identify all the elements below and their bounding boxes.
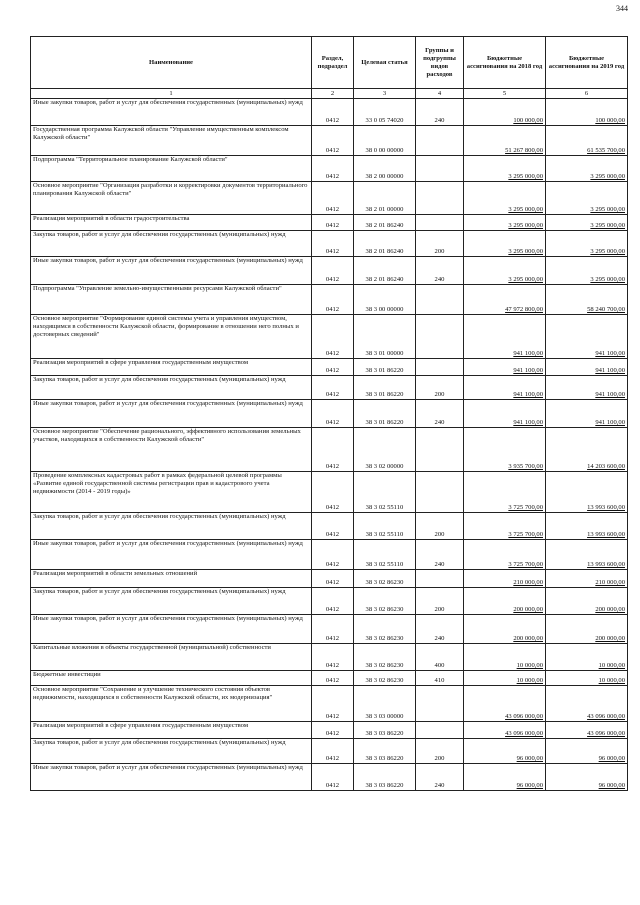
row-amount-2019: 10 000,00: [598, 662, 625, 669]
row-target: 38 2 01 86240: [354, 257, 416, 285]
row-target: 38 2 00 00000: [354, 156, 416, 182]
row-amount-2019-cell: [546, 126, 628, 156]
row-amount-2019-cell: [546, 671, 628, 686]
row-name: Иные закупки товаров, работ и услуг для обеспечения государственных (муниципальных) нужд: [31, 764, 312, 791]
row-name: Закупка товаров, работ и услуг для обеспечения государственных (муниципальных) нужд: [31, 588, 312, 615]
row-group: [416, 686, 464, 722]
row-name: Подпрограмма "Территориальное планирование Калужской области": [31, 156, 312, 182]
row-amount-2018-cell: [464, 588, 546, 615]
table-row: [31, 513, 628, 540]
row-group: [416, 570, 464, 588]
row-amount-2019: 61 535 700,00: [587, 147, 625, 154]
row-amount-2019-cell: [546, 472, 628, 513]
row-section: 0412: [312, 570, 354, 588]
column-number: 4: [416, 89, 464, 99]
row-amount-2018-cell: [464, 315, 546, 359]
row-target: 38 3 03 00000: [354, 686, 416, 722]
row-target: 38 3 02 86230: [354, 570, 416, 588]
row-group: [416, 722, 464, 739]
row-amount-2018: 96 000,00: [516, 755, 543, 762]
row-amount-2018: 3 725 700,00: [508, 561, 543, 568]
row-target: 38 3 01 86220: [354, 376, 416, 400]
row-amount-2019: 100 000,00: [595, 117, 625, 124]
row-section: 0412: [312, 182, 354, 215]
table-row: [31, 215, 628, 231]
header-2019: Бюджетные ассигнования на 2019 год: [546, 37, 628, 89]
row-amount-2018: 3 295 000,00: [508, 206, 543, 213]
row-amount-2019-cell: [546, 257, 628, 285]
row-name: Иные закупки товаров, работ и услуг для обеспечения государственных (муниципальных) нужд: [31, 99, 312, 126]
row-name: Проведение комплексных кадастровых работ в рамках федеральной целевой программы «Развитие единой государственной системы регистрации прав и кадастрового учета недвижимости (2014 - 2019 годы)»: [31, 472, 312, 513]
row-amount-2019-cell: [546, 285, 628, 315]
row-group: [416, 315, 464, 359]
table-row: [31, 615, 628, 644]
row-section: 0412: [312, 376, 354, 400]
row-amount-2018: 51 267 800,00: [505, 147, 543, 154]
header-name: Наименование: [31, 37, 312, 89]
header-2018: Бюджетные ассигнования на 2018 год: [464, 37, 546, 89]
row-target: 38 2 01 86240: [354, 215, 416, 231]
table-row: [31, 686, 628, 722]
row-amount-2018-cell: [464, 359, 546, 376]
row-amount-2018: 10 000,00: [516, 662, 543, 669]
page-number: 344: [616, 4, 628, 13]
table-body: [31, 99, 628, 791]
row-target: 38 3 03 86220: [354, 722, 416, 739]
row-amount-2018-cell: [464, 615, 546, 644]
row-amount-2019: 10 000,00: [598, 677, 625, 684]
row-section: 0412: [312, 615, 354, 644]
row-amount-2018: 200 000,00: [513, 635, 543, 642]
row-amount-2019-cell: [546, 428, 628, 472]
row-target: 38 3 02 55110: [354, 513, 416, 540]
table-row: [31, 99, 628, 126]
row-amount-2018: 3 725 700,00: [508, 504, 543, 511]
column-number: 6: [546, 89, 628, 99]
row-group: [416, 359, 464, 376]
row-amount-2019: 200 000,00: [595, 606, 625, 613]
row-amount-2018: 3 295 000,00: [508, 248, 543, 255]
row-amount-2018-cell: [464, 182, 546, 215]
row-amount-2018: 3 295 000,00: [508, 173, 543, 180]
header-target: Целевая статья: [354, 37, 416, 89]
row-amount-2019: 58 240 700,00: [587, 306, 625, 313]
row-amount-2019: 13 993 600,00: [587, 531, 625, 538]
table-row: [31, 428, 628, 472]
row-target: 38 3 02 55110: [354, 472, 416, 513]
row-target: 38 3 03 86220: [354, 764, 416, 791]
column-number: 2: [312, 89, 354, 99]
row-amount-2018-cell: [464, 739, 546, 764]
table-row: [31, 764, 628, 791]
row-section: 0412: [312, 400, 354, 428]
row-group: [416, 472, 464, 513]
row-name: Основное мероприятие "Организация разработки и корректировки документов территориального планирования Калужской области": [31, 182, 312, 215]
table-row: [31, 644, 628, 671]
row-section: 0412: [312, 215, 354, 231]
row-name: Подпрограмма "Управление земельно-имущественными ресурсами Калужской области": [31, 285, 312, 315]
row-amount-2018: 210 000,00: [513, 579, 543, 586]
header-groups: Группы и подгруппы видов расходов: [416, 37, 464, 89]
row-amount-2018-cell: [464, 570, 546, 588]
header-section: Раздел, подраздел: [312, 37, 354, 89]
row-amount-2018: 3 295 000,00: [508, 222, 543, 229]
table-row: [31, 257, 628, 285]
row-amount-2019: 941 100,00: [595, 419, 625, 426]
row-target: 38 2 01 00000: [354, 182, 416, 215]
row-amount-2019: 96 000,00: [598, 755, 625, 762]
row-group: 200: [416, 739, 464, 764]
table-row: [31, 671, 628, 686]
table-row: [31, 570, 628, 588]
row-amount-2019: 941 100,00: [595, 350, 625, 357]
row-group: 240: [416, 400, 464, 428]
row-group: 410: [416, 671, 464, 686]
row-amount-2018-cell: [464, 722, 546, 739]
row-target: 38 3 02 00000: [354, 428, 416, 472]
row-section: 0412: [312, 156, 354, 182]
row-amount-2018: 3 935 700,00: [508, 463, 543, 470]
row-group: 200: [416, 231, 464, 257]
row-amount-2019-cell: [546, 215, 628, 231]
row-section: 0412: [312, 588, 354, 615]
row-section: 0412: [312, 285, 354, 315]
row-group: 240: [416, 257, 464, 285]
row-amount-2019-cell: [546, 376, 628, 400]
row-amount-2019: 43 096 000,00: [587, 730, 625, 737]
row-amount-2018: 47 972 800,00: [505, 306, 543, 313]
row-amount-2019: 14 203 600,00: [587, 463, 625, 470]
row-amount-2019: 941 100,00: [595, 391, 625, 398]
row-section: 0412: [312, 126, 354, 156]
row-target: 33 0 05 74020: [354, 99, 416, 126]
row-amount-2018: 43 096 000,00: [505, 713, 543, 720]
table-row: [31, 315, 628, 359]
row-target: 38 3 02 86230: [354, 615, 416, 644]
row-amount-2018-cell: [464, 99, 546, 126]
row-amount-2019-cell: [546, 570, 628, 588]
row-group: [416, 285, 464, 315]
row-name: Реализация мероприятий в области градостроительства: [31, 215, 312, 231]
row-group: [416, 182, 464, 215]
row-amount-2019-cell: [546, 739, 628, 764]
table-row: [31, 739, 628, 764]
row-amount-2019: 3 295 000,00: [590, 276, 625, 283]
row-amount-2018-cell: [464, 126, 546, 156]
row-amount-2018: 941 100,00: [513, 350, 543, 357]
row-section: 0412: [312, 513, 354, 540]
row-section: 0412: [312, 686, 354, 722]
row-target: 38 3 01 86220: [354, 400, 416, 428]
row-section: 0412: [312, 359, 354, 376]
row-name: Иные закупки товаров, работ и услуг для обеспечения государственных (муниципальных) нужд: [31, 615, 312, 644]
row-group: [416, 126, 464, 156]
table-header-row: [31, 37, 628, 89]
budget-table: [30, 36, 628, 791]
row-name: Закупка товаров, работ и услуг для обеспечения государственных (муниципальных) нужд: [31, 739, 312, 764]
row-amount-2018-cell: [464, 285, 546, 315]
row-section: 0412: [312, 764, 354, 791]
row-amount-2018: 10 000,00: [516, 677, 543, 684]
row-group: 200: [416, 513, 464, 540]
row-amount-2019-cell: [546, 231, 628, 257]
row-name: Закупка товаров, работ и услуг для обеспечения государственных (муниципальных) нужд: [31, 376, 312, 400]
row-group: 200: [416, 588, 464, 615]
table-row: [31, 540, 628, 570]
row-amount-2019-cell: [546, 540, 628, 570]
row-target: 38 0 00 00000: [354, 126, 416, 156]
row-amount-2018: 941 100,00: [513, 419, 543, 426]
row-amount-2018-cell: [464, 540, 546, 570]
row-amount-2019-cell: [546, 359, 628, 376]
row-target: 38 3 03 86220: [354, 739, 416, 764]
row-section: 0412: [312, 99, 354, 126]
table-row: [31, 376, 628, 400]
row-amount-2018: 941 100,00: [513, 367, 543, 374]
row-amount-2018: 43 096 000,00: [505, 730, 543, 737]
row-amount-2019: 13 993 600,00: [587, 561, 625, 568]
row-section: 0412: [312, 428, 354, 472]
row-target: 38 3 02 86230: [354, 671, 416, 686]
row-name: Иные закупки товаров, работ и услуг для обеспечения государственных (муниципальных) нужд: [31, 400, 312, 428]
row-amount-2019: 941 100,00: [595, 367, 625, 374]
row-group: 240: [416, 540, 464, 570]
row-name: Закупка товаров, работ и услуг для обеспечения государственных (муниципальных) нужд: [31, 231, 312, 257]
row-amount-2019-cell: [546, 615, 628, 644]
row-amount-2018-cell: [464, 156, 546, 182]
row-amount-2019-cell: [546, 99, 628, 126]
row-name: Закупка товаров, работ и услуг для обеспечения государственных (муниципальных) нужд: [31, 513, 312, 540]
column-number: 3: [354, 89, 416, 99]
row-name: Основное мероприятие "Формирование единой системы учета и управления имуществом, находящимся в собственности Калужской области, формирование в отношении него полных и достоверных сведений": [31, 315, 312, 359]
row-amount-2018-cell: [464, 513, 546, 540]
table-row: [31, 126, 628, 156]
row-name: Реализация мероприятий в сфере управления государственным имуществом: [31, 359, 312, 376]
row-amount-2019-cell: [546, 400, 628, 428]
row-target: 38 3 02 86230: [354, 644, 416, 671]
row-section: 0412: [312, 315, 354, 359]
row-amount-2019-cell: [546, 722, 628, 739]
row-amount-2019: 3 295 000,00: [590, 248, 625, 255]
row-name: Основное мероприятие "Сохранение и улучшение технического состояния объектов недвижимости, находящихся в собственности Калужской области, их модернизация": [31, 686, 312, 722]
row-amount-2019: 3 295 000,00: [590, 173, 625, 180]
row-amount-2018: 3 725 700,00: [508, 531, 543, 538]
table-row: [31, 359, 628, 376]
row-section: 0412: [312, 540, 354, 570]
row-amount-2019: 3 295 000,00: [590, 222, 625, 229]
row-amount-2018-cell: [464, 428, 546, 472]
row-name: Государственная программа Калужской области "Управление имущественным комплексом Калужской области": [31, 126, 312, 156]
row-amount-2019: 96 000,00: [598, 782, 625, 789]
row-amount-2019-cell: [546, 182, 628, 215]
row-amount-2018: 3 295 000,00: [508, 276, 543, 283]
row-name: Бюджетные инвестиции: [31, 671, 312, 686]
row-amount-2018-cell: [464, 686, 546, 722]
row-amount-2019: 210 000,00: [595, 579, 625, 586]
row-amount-2018: 96 000,00: [516, 782, 543, 789]
table-row: [31, 588, 628, 615]
row-target: 38 3 02 86230: [354, 588, 416, 615]
row-amount-2019-cell: [546, 156, 628, 182]
row-amount-2018-cell: [464, 376, 546, 400]
table-row: [31, 231, 628, 257]
row-amount-2019: 13 993 600,00: [587, 504, 625, 511]
row-group: [416, 215, 464, 231]
row-amount-2019-cell: [546, 644, 628, 671]
row-target: 38 3 01 86220: [354, 359, 416, 376]
row-amount-2019: 43 096 000,00: [587, 713, 625, 720]
row-name: Иные закупки товаров, работ и услуг для обеспечения государственных (муниципальных) нужд: [31, 257, 312, 285]
row-target: 38 3 00 00000: [354, 285, 416, 315]
row-group: [416, 428, 464, 472]
row-group: 200: [416, 376, 464, 400]
table-row: [31, 472, 628, 513]
table-row: [31, 285, 628, 315]
row-amount-2018-cell: [464, 231, 546, 257]
row-amount-2019: 3 295 000,00: [590, 206, 625, 213]
row-group: [416, 156, 464, 182]
row-name: Основное мероприятие "Обеспечение рационального, эффективного использования земельных участков, находящихся в собственности Калужской области": [31, 428, 312, 472]
table-row: [31, 722, 628, 739]
row-amount-2019-cell: [546, 513, 628, 540]
row-amount-2019-cell: [546, 686, 628, 722]
row-section: 0412: [312, 472, 354, 513]
row-amount-2019-cell: [546, 588, 628, 615]
row-section: 0412: [312, 644, 354, 671]
row-amount-2018: 200 000,00: [513, 606, 543, 613]
row-target: 38 2 01 86240: [354, 231, 416, 257]
row-group: 400: [416, 644, 464, 671]
row-group: 240: [416, 615, 464, 644]
row-section: 0412: [312, 739, 354, 764]
column-number-row: [31, 89, 628, 99]
row-amount-2019: 200 000,00: [595, 635, 625, 642]
row-amount-2018-cell: [464, 400, 546, 428]
row-section: 0412: [312, 231, 354, 257]
column-number: 1: [31, 89, 312, 99]
row-section: 0412: [312, 257, 354, 285]
row-section: 0412: [312, 722, 354, 739]
row-amount-2018-cell: [464, 764, 546, 791]
row-amount-2018-cell: [464, 644, 546, 671]
row-target: 38 3 01 00000: [354, 315, 416, 359]
row-amount-2018-cell: [464, 215, 546, 231]
row-group: 240: [416, 99, 464, 126]
table-row: [31, 182, 628, 215]
row-name: Иные закупки товаров, работ и услуг для обеспечения государственных (муниципальных) нужд: [31, 540, 312, 570]
row-target: 38 3 02 55110: [354, 540, 416, 570]
row-amount-2018: 100 000,00: [513, 117, 543, 124]
row-name: Капитальные вложения в объекты государственной (муниципальной) собственности: [31, 644, 312, 671]
table-row: [31, 400, 628, 428]
row-group: 240: [416, 764, 464, 791]
row-name: Реализация мероприятий в сфере управления государственным имуществом: [31, 722, 312, 739]
row-amount-2018-cell: [464, 257, 546, 285]
table-row: [31, 156, 628, 182]
row-amount-2019-cell: [546, 315, 628, 359]
row-name: Реализация мероприятий в области земельных отношений: [31, 570, 312, 588]
row-amount-2019-cell: [546, 764, 628, 791]
row-amount-2018-cell: [464, 671, 546, 686]
row-section: 0412: [312, 671, 354, 686]
row-amount-2018: 941 100,00: [513, 391, 543, 398]
row-amount-2018-cell: [464, 472, 546, 513]
column-number: 5: [464, 89, 546, 99]
